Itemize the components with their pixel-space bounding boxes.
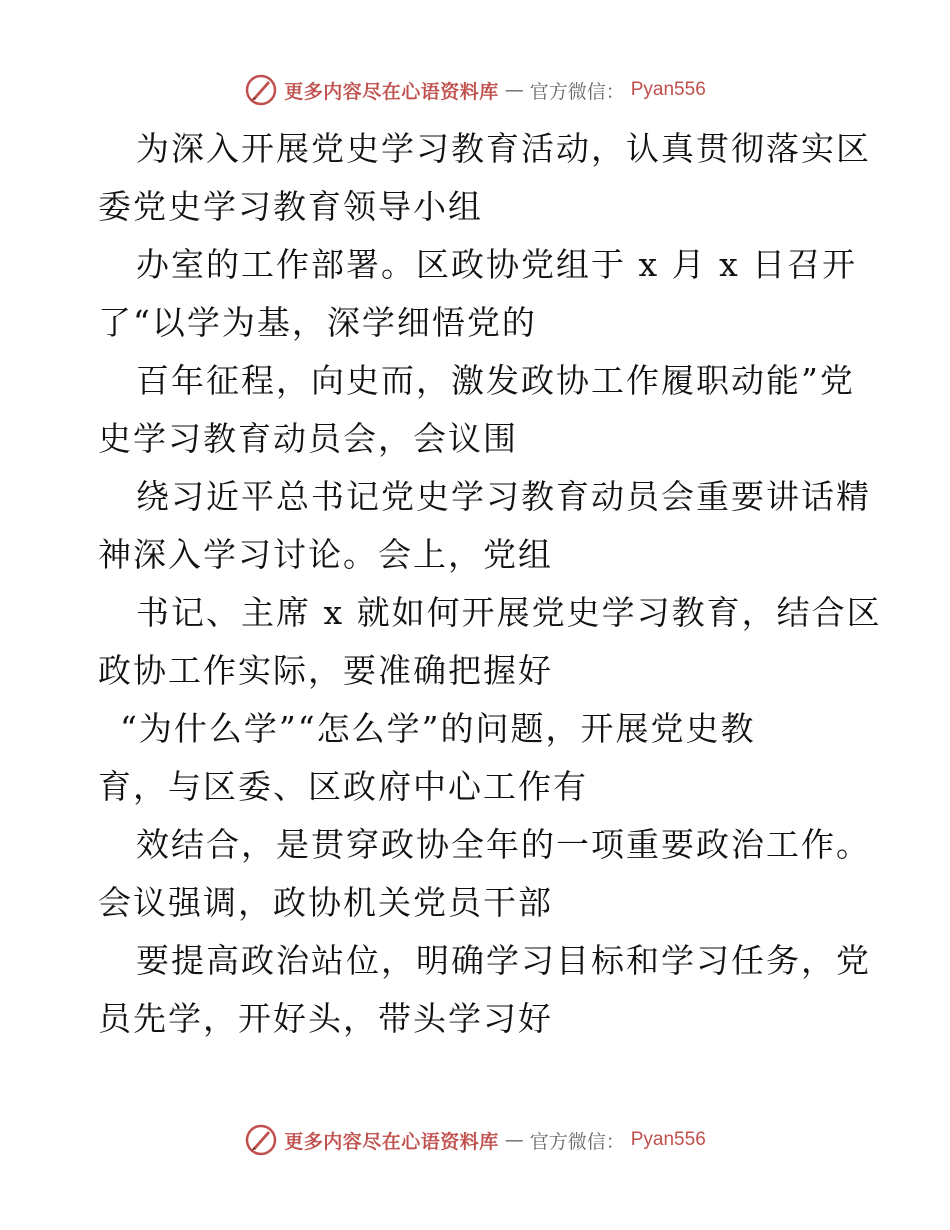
body-line: 政协工作实际，要准确把握好 bbox=[98, 651, 553, 690]
body-line: 办室的工作部署。区政协党组于 x 月 x 日召开 bbox=[136, 245, 858, 284]
body-line: 委党史学习教育领导小组 bbox=[98, 187, 483, 226]
body-line: 员先学，开好头，带头学习好 bbox=[98, 999, 553, 1038]
body-line: 为深入开展党史学习教育活动，认真贯彻落实区 bbox=[136, 129, 871, 168]
quill-logo-icon bbox=[244, 1123, 278, 1157]
watermark-separator: — bbox=[504, 79, 524, 101]
quill-logo-icon bbox=[244, 73, 278, 107]
watermark-wechat-label: 官方微信： bbox=[529, 1130, 625, 1153]
watermark-site-text: 更多内容尽在心语资料库 bbox=[284, 1130, 499, 1153]
body-line: 书记、主席 x 就如何开展党史学习教育，结合区 bbox=[136, 593, 882, 632]
body-line: 百年征程，向史而，激发政协工作履职动能”党 bbox=[136, 361, 855, 400]
body-line: 绕习近平总书记党史学习教育动员会重要讲话精 bbox=[136, 477, 871, 516]
watermark-wechat-label: 官方微信： bbox=[529, 80, 625, 103]
header-watermark bbox=[0, 70, 950, 110]
watermark-wechat-id: Pyan556 bbox=[630, 1129, 706, 1150]
footer-watermark bbox=[0, 1120, 950, 1160]
body-line: 效结合，是贯穿政协全年的一项重要政治工作。 bbox=[136, 825, 871, 864]
document-body bbox=[98, 120, 882, 1048]
body-line: 了“以学为基，深学细悟党的 bbox=[98, 303, 537, 342]
watermark-wechat-id: Pyan556 bbox=[630, 79, 706, 100]
watermark-site-text: 更多内容尽在心语资料库 bbox=[284, 80, 499, 103]
body-line: 会议强调，政协机关党员干部 bbox=[98, 883, 553, 922]
body-line: “为什么学”“怎么学”的问题，开展党史教 bbox=[120, 709, 756, 748]
body-line: 要提高政治站位，明确学习目标和学习任务，党 bbox=[136, 941, 871, 980]
body-line: 神深入学习讨论。会上，党组 bbox=[98, 535, 553, 574]
watermark-separator: — bbox=[504, 1129, 524, 1151]
body-line: 史学习教育动员会，会议围 bbox=[98, 419, 518, 458]
body-line: 育，与区委、区政府中心工作有 bbox=[98, 767, 588, 806]
